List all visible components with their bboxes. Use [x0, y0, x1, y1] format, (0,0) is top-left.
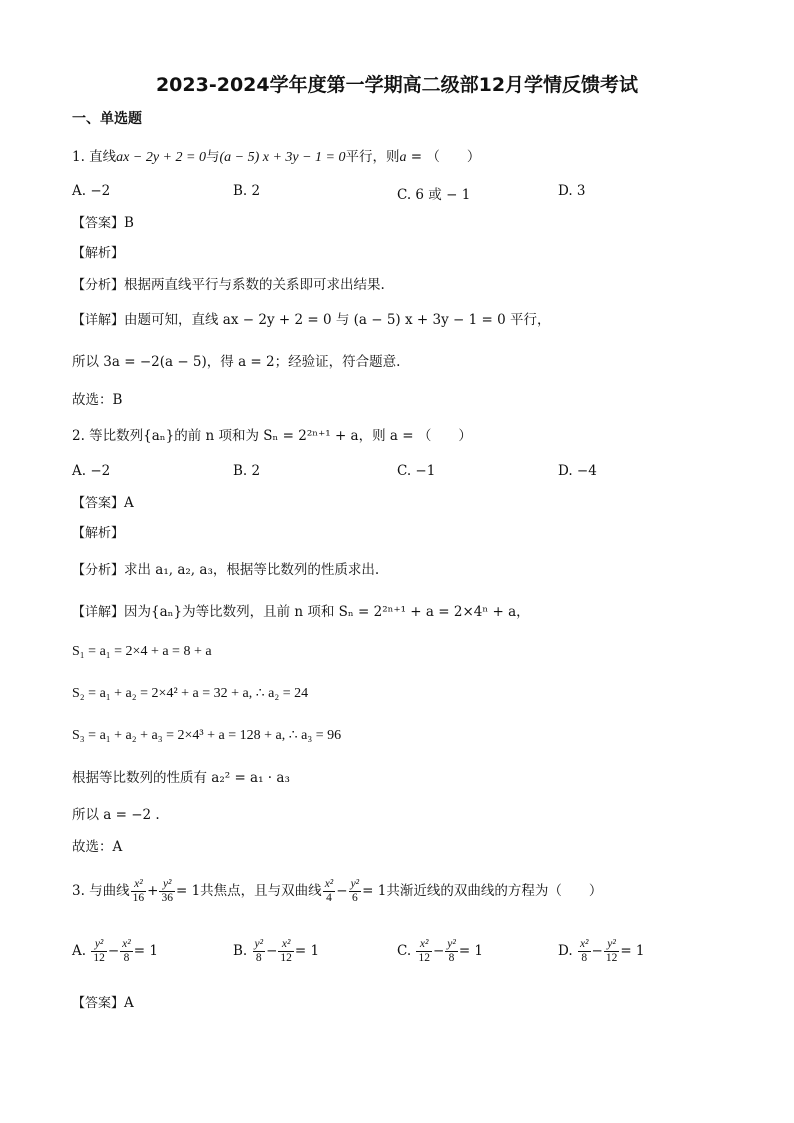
q2-analysis-tag: 【解析】 [72, 526, 125, 541]
q3-c-n1: x² [416, 938, 432, 952]
q3-f2-denominator: 36 [161, 892, 173, 904]
q3-option-a-label: A. [72, 943, 87, 959]
q3-plus: + [147, 883, 159, 899]
q1-conclusion: 故选：B [72, 392, 123, 408]
answer-tag: 【答案】 [72, 496, 125, 511]
q3-c-d1: 12 [418, 952, 430, 964]
q1-equation-2: (a − 5) x + 3y − 1 = 0 [219, 150, 346, 165]
q3-d-frac-1 [578, 938, 591, 965]
q3-c-n2: y² [447, 938, 456, 950]
q1-answer [72, 214, 134, 233]
q3-d-frac-2 [604, 938, 620, 965]
q2-answer-value: A [124, 495, 134, 511]
xiangjie-tag: 【详解】 [72, 605, 125, 620]
q3-d-minus: − [591, 943, 603, 959]
q3-fraction-4 [349, 878, 362, 905]
q3-b-d2: 12 [280, 952, 292, 964]
q3-a-eq: = 1 [133, 943, 158, 959]
q2-conclusion: 故选：A [72, 839, 123, 855]
q2-answer [72, 494, 134, 513]
q1-tail: = （ ） [406, 149, 481, 165]
q1-answer-value: B [124, 215, 134, 231]
q3-b-eq: = 1 [294, 943, 320, 959]
q3-option-c-label: C. [397, 943, 412, 959]
q3-f1-numerator: x² [131, 878, 147, 892]
q3-f2-numerator: y² [159, 878, 175, 892]
q1-var: a [399, 150, 407, 165]
q3-tail: = 1共渐近线的双曲线的方程为（ ） [362, 883, 603, 899]
q1-xiangjie-text: 由题可知，直线 ax − 2y + 2 = 0 与 (a − 5) x + 3y − 1 = 0 平行， [124, 312, 551, 328]
page-title: 2023-2024学年度第一学期高二级部12月学情反馈考试 [155, 74, 639, 96]
q1-xiangjie [72, 311, 550, 330]
q3-b-d1: 8 [255, 952, 262, 964]
q3-minus: − [336, 883, 348, 899]
q3-d-eq: = 1 [620, 943, 645, 959]
q3-d-n2: y² [604, 938, 620, 952]
fenxi-tag: 【分析】 [72, 278, 125, 293]
q3-d-n1: x² [579, 938, 589, 950]
q2-option-b: B. 2 [233, 463, 261, 479]
q2-s1-line: S₁ = a₁ = 2×4 + a = 8 + a [72, 644, 212, 659]
q3-b-minus: − [266, 943, 278, 959]
q1-analysis-tag: 【解析】 [72, 246, 125, 261]
q3-c-frac-1 [416, 938, 432, 965]
q3-option-d [558, 938, 645, 965]
xiangjie-tag: 【详解】 [72, 313, 125, 328]
q3-a-d1: 12 [93, 952, 105, 964]
question-1-stem [72, 148, 480, 167]
q3-answer-value: A [124, 995, 134, 1011]
answer-tag: 【答案】 [72, 996, 125, 1011]
q1-option-d: D. 3 [558, 183, 586, 199]
q3-d-d2: 12 [605, 952, 618, 964]
q2-option-c: C. −1 [397, 463, 436, 479]
q1-suffix: 平行，则 [345, 149, 400, 165]
q2-fenxi [72, 561, 379, 580]
q1-option-c: C. 6 或 − 1 [397, 187, 471, 203]
q3-prefix: 3. 与曲线 [72, 883, 130, 899]
q3-answer [72, 994, 134, 1013]
q3-fraction-1 [131, 878, 147, 905]
question-2-stem: 2. 等比数列{aₙ}的前 n 项和为 Sₙ = 2²ⁿ⁺¹ + a，则 a = （ ） [72, 428, 472, 444]
q3-f3-denominator: 4 [326, 892, 332, 904]
q1-mid: 与 [205, 149, 220, 165]
q2-s3-line: S₃ = a₁ + a₂ + a₃ = 2×4³ + a = 128 + a, ∴ a₃ = 96 [72, 728, 342, 743]
q1-equation-1: ax − 2y + 2 = 0 [116, 150, 206, 165]
question-3-stem [72, 876, 602, 906]
q3-fraction-2 [159, 878, 175, 905]
q3-b-n1: y² [254, 938, 264, 950]
q3-a-frac-1 [91, 938, 107, 965]
q2-option-d: D. −4 [558, 463, 597, 479]
section-heading: 一、单选题 [72, 111, 142, 127]
answer-tag: 【答案】 [72, 216, 125, 231]
q3-a-minus: − [107, 943, 120, 959]
q3-option-c [397, 938, 483, 965]
q3-f3-numerator: x² [324, 878, 334, 890]
q2-xiangjie-text: 因为{aₙ}为等比数列，且前 n 项和 Sₙ = 2²ⁿ⁺¹ + a = 2×4ⁿ + a， [124, 604, 530, 620]
q1-step-2: 所以 3a = −2(a − 5)，得 a = 2；经验证，符合题意. [72, 354, 401, 370]
q2-option-a: A. −2 [72, 463, 111, 479]
q3-option-b-label: B. [233, 943, 248, 959]
q3-c-eq: = 1 [458, 943, 484, 959]
q3-f1-denominator: 16 [132, 892, 145, 904]
q3-c-minus: − [432, 943, 445, 959]
q3-a-frac-2 [120, 938, 133, 965]
q3-d-d1: 8 [581, 952, 588, 964]
q3-a-n2: x² [122, 938, 131, 950]
q3-f4-numerator: y² [350, 878, 360, 890]
q3-b-frac-2 [278, 938, 294, 965]
q1-fenxi-text: 根据两直线平行与系数的关系即可求出结果. [124, 277, 385, 293]
q2-property: 根据等比数列的性质有 a₂² = a₁ · a₃ [72, 770, 290, 786]
q1-option-a: A. −2 [72, 183, 111, 199]
q3-a-d2: 8 [123, 952, 130, 964]
q3-option-a [72, 938, 158, 965]
q2-result: 所以 a = −2 . [72, 807, 160, 823]
q3-option-d-label: D. [558, 943, 573, 959]
q2-xiangjie [72, 603, 530, 622]
q1-option-b: B. 2 [233, 183, 261, 199]
q2-fenxi-text: 求出 a₁, a₂, a₃，根据等比数列的性质求出. [124, 562, 380, 578]
q2-s2-line: S₂ = a₁ + a₂ = 2×4² + a = 32 + a, ∴ a₂ = 24 [72, 686, 309, 701]
q3-mid: = 1共焦点，且与双曲线 [175, 883, 322, 899]
q3-b-frac-1 [253, 938, 266, 965]
q3-f4-denominator: 6 [351, 892, 358, 904]
fenxi-tag: 【分析】 [72, 563, 125, 578]
q3-c-d2: 8 [448, 952, 455, 964]
q3-fraction-3 [323, 878, 336, 905]
q3-b-n2: x² [278, 938, 294, 952]
q3-c-frac-2 [445, 938, 458, 965]
q3-a-n1: y² [91, 938, 107, 952]
q3-option-b [233, 938, 319, 965]
q1-fenxi [72, 276, 385, 295]
q1-prefix: 1. 直线 [72, 149, 117, 165]
